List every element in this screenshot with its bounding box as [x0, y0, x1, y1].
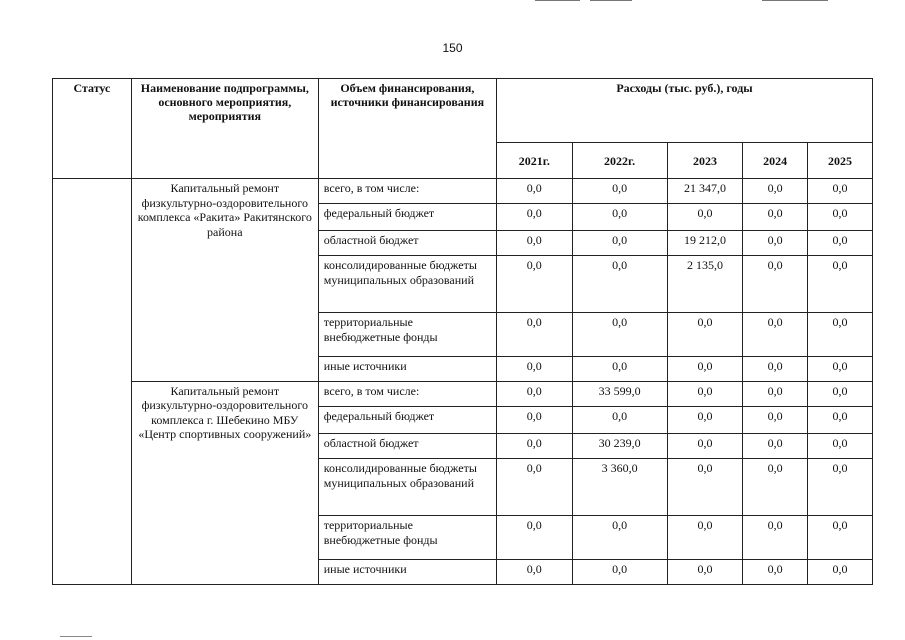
value-cell: 0,0: [808, 255, 873, 312]
header-status: Статус: [53, 79, 132, 179]
top-rule: [590, 0, 632, 1]
value-cell: 33 599,0: [572, 381, 667, 406]
source-label: консолидированные бюджеты муниципальных образований: [318, 458, 496, 515]
value-cell: 0,0: [667, 434, 743, 459]
value-cell: 0,0: [572, 179, 667, 204]
source-label: всего, в том числе:: [318, 381, 496, 406]
value-cell: 0,0: [572, 560, 667, 585]
table-row: [53, 179, 873, 204]
header-expenses: Расходы (тыс. руб.), годы: [496, 79, 872, 143]
value-cell: 0,0: [667, 406, 743, 434]
value-cell: 0,0: [496, 516, 572, 560]
value-cell: 0,0: [743, 357, 808, 382]
value-cell: 0,0: [808, 458, 873, 515]
header-name: Наименование подпрограммы, основного мероприятия, мероприятия: [131, 79, 318, 179]
value-cell: 21 347,0: [667, 179, 743, 204]
value-cell: 0,0: [572, 313, 667, 357]
value-cell: 0,0: [667, 357, 743, 382]
source-label: территориальные внебюджетные фонды: [318, 516, 496, 560]
value-cell: 0,0: [572, 516, 667, 560]
value-cell: 0,0: [667, 313, 743, 357]
value-cell: 0,0: [808, 231, 873, 256]
value-cell: 0,0: [808, 381, 873, 406]
source-label: иные источники: [318, 357, 496, 382]
header-year: 2021г.: [496, 143, 572, 179]
value-cell: 0,0: [496, 313, 572, 357]
value-cell: 0,0: [743, 231, 808, 256]
value-cell: 30 239,0: [572, 434, 667, 459]
header-year: 2024: [743, 143, 808, 179]
header-year: 2022г.: [572, 143, 667, 179]
value-cell: 0,0: [572, 406, 667, 434]
activity-name: Капитальный ремонт физкультурно-оздоровительного комплекса «Ракита» Ракитянского района: [131, 179, 318, 382]
source-label: областной бюджет: [318, 231, 496, 256]
value-cell: 0,0: [743, 255, 808, 312]
bottom-rule: [60, 636, 92, 637]
value-cell: 0,0: [743, 203, 808, 231]
value-cell: 0,0: [743, 381, 808, 406]
value-cell: 0,0: [743, 516, 808, 560]
value-cell: 0,0: [496, 231, 572, 256]
value-cell: 0,0: [743, 560, 808, 585]
value-cell: 0,0: [496, 434, 572, 459]
value-cell: 0,0: [496, 560, 572, 585]
top-rule: [762, 0, 828, 1]
source-label: всего, в том числе:: [318, 179, 496, 204]
header-year: 2025: [808, 143, 873, 179]
value-cell: 0,0: [572, 357, 667, 382]
value-cell: 0,0: [496, 381, 572, 406]
value-cell: 0,0: [667, 381, 743, 406]
value-cell: 19 212,0: [667, 231, 743, 256]
source-label: консолидированные бюджеты муниципальных образований: [318, 255, 496, 312]
value-cell: 0,0: [808, 560, 873, 585]
status-cell: [53, 179, 132, 585]
source-label: территориальные внебюджетные фонды: [318, 313, 496, 357]
value-cell: 0,0: [808, 203, 873, 231]
value-cell: 0,0: [667, 516, 743, 560]
table-row: [53, 381, 873, 406]
value-cell: 0,0: [496, 203, 572, 231]
top-rule: [535, 0, 580, 1]
value-cell: 0,0: [808, 313, 873, 357]
value-cell: 0,0: [572, 203, 667, 231]
value-cell: 0,0: [572, 231, 667, 256]
header-source: Объем финансирования, источники финансирования: [318, 79, 496, 179]
value-cell: 0,0: [808, 406, 873, 434]
header-year: 2023: [667, 143, 743, 179]
value-cell: 0,0: [667, 203, 743, 231]
value-cell: 0,0: [743, 313, 808, 357]
source-label: иные источники: [318, 560, 496, 585]
value-cell: 0,0: [496, 179, 572, 204]
value-cell: 0,0: [496, 458, 572, 515]
value-cell: 0,0: [743, 406, 808, 434]
value-cell: 0,0: [496, 255, 572, 312]
value-cell: 0,0: [743, 434, 808, 459]
value-cell: 0,0: [667, 560, 743, 585]
value-cell: 0,0: [496, 357, 572, 382]
value-cell: 0,0: [743, 458, 808, 515]
value-cell: 0,0: [808, 516, 873, 560]
financing-table: [52, 78, 873, 585]
value-cell: 0,0: [667, 458, 743, 515]
source-label: федеральный бюджет: [318, 406, 496, 434]
value-cell: 0,0: [743, 179, 808, 204]
value-cell: 0,0: [496, 406, 572, 434]
source-label: областной бюджет: [318, 434, 496, 459]
value-cell: 0,0: [572, 255, 667, 312]
value-cell: 0,0: [808, 179, 873, 204]
value-cell: 3 360,0: [572, 458, 667, 515]
value-cell: 0,0: [808, 434, 873, 459]
value-cell: 0,0: [808, 357, 873, 382]
page-number: 150: [442, 41, 463, 55]
source-label: федеральный бюджет: [318, 203, 496, 231]
activity-name: Капитальный ремонт физкультурно-оздоровительного комплекса г. Шебекино МБУ «Центр спортивных сооружений»: [131, 381, 318, 584]
value-cell: 2 135,0: [667, 255, 743, 312]
